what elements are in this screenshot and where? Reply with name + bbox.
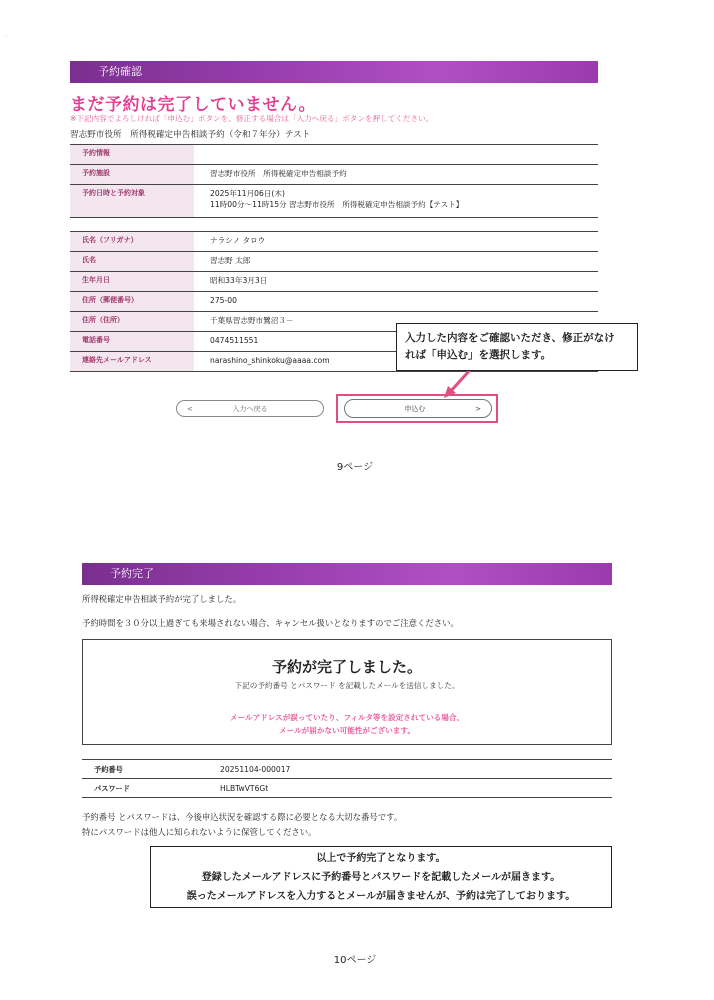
page-number-10: 10ページ	[333, 955, 377, 966]
scan-mark: ·	[2, 34, 12, 38]
row-value-name: 習志野 太郎	[210, 256, 251, 265]
table-row	[70, 145, 598, 165]
callout-text-line: 登録したメールアドレスに予約番号とパスワードを記載したメールが届きます。	[201, 872, 561, 883]
callout-text-line: 以上で予約完了となります。	[316, 853, 446, 864]
complete-header-bar	[82, 563, 612, 585]
completion-sub: 下記の予約番号 とパスワード を記載したメールを送信しました。	[234, 681, 460, 690]
row-value-birthdate: 昭和33年3月3日	[210, 276, 268, 285]
mail-warning-line: メールが届かない可能性がございます。	[279, 726, 415, 735]
row-value-reservation-number: 20251104-000017	[220, 765, 291, 774]
row-label-datetime: 予約日時と予約対象	[70, 185, 194, 217]
callout-arrow-icon	[440, 368, 480, 400]
row-label-info: 予約情報	[70, 145, 194, 164]
table-row	[82, 779, 612, 798]
row-label-birthdate: 生年月日	[70, 272, 194, 291]
callout-text-line: 誤ったメールアドレスを入力するとメールが届きませんが、予約は完了しております。	[186, 891, 576, 902]
row-label-furigana: 氏名（フリガナ）	[70, 232, 194, 251]
row-label-password: パスワード	[94, 784, 130, 793]
row-value-furigana: ナラシノ タロウ	[210, 236, 266, 245]
table-row	[70, 232, 598, 252]
row-value-password: HLBTwVT6Gt	[220, 784, 269, 793]
row-value-datetime	[194, 185, 598, 217]
apply-button[interactable]	[344, 399, 492, 418]
reservation-date: 2025年11月06日(木)	[210, 189, 285, 198]
row-label-phone: 電話番号	[70, 332, 194, 351]
complete-header-title: 予約完了	[110, 567, 154, 580]
row-value-postal: 275-00	[210, 296, 237, 305]
not-complete-heading: まだ予約は完了していません。	[70, 95, 317, 115]
complete-callout	[150, 846, 612, 908]
row-value-facility: 習志野市役所 所得税確定申告相談予約	[210, 169, 347, 178]
row-value-address: 千葉県習志野市鷺沼３－	[210, 316, 294, 325]
important-note: 予約番号 とパスワードは、今後申込状況を確認する際に必要となる大切な番号です。	[82, 812, 403, 822]
reservation-subtitle: 習志野市役所 所得税確定申告相談予約（令和７年分）テスト	[70, 130, 311, 140]
back-button-label: 入力へ戻る	[232, 404, 268, 413]
table-row	[70, 165, 598, 185]
chevron-left-icon: <	[187, 404, 193, 413]
table-row	[70, 252, 598, 272]
mail-warning-line: メールアドレスが誤っていたり、フィルタ等を設定されている場合、	[229, 713, 465, 722]
table-row	[70, 185, 598, 218]
apply-button-label: 申込む	[404, 404, 426, 413]
back-to-input-button[interactable]	[176, 400, 324, 417]
reservation-info-table	[82, 759, 612, 798]
password-note: 特にパスワードは他人に知られないように保管してください。	[82, 827, 317, 837]
confirm-header-title: 予約確認	[98, 65, 142, 78]
table-row	[70, 292, 598, 312]
confirm-header-bar	[70, 61, 598, 83]
completed-message: 所得税確定申告相談予約が完了しました。	[82, 594, 242, 604]
row-label-reservation-number: 予約番号	[94, 765, 123, 774]
completion-title: 予約が完了しました。	[271, 658, 422, 676]
mail-warning	[83, 711, 611, 737]
row-label-facility: 予約施設	[70, 165, 194, 184]
row-value-email: narashino_shinkoku@aaaa.com	[210, 356, 330, 365]
row-label-address: 住所（住所）	[70, 312, 194, 331]
completion-box	[82, 639, 612, 745]
reservation-time-target: 11時00分～11時15分 習志野市役所 所得税確定申告相談予約【テスト】	[210, 200, 464, 209]
table-gap-row	[70, 218, 598, 232]
row-label-postal: 住所（郵便番号）	[70, 292, 194, 311]
row-value-phone: 0474511551	[210, 336, 259, 345]
cancel-warning: 予約時間を３０分以上過ぎても来場されない場合、キャンセル扱いとなりますのでご注意ください。	[82, 618, 459, 628]
confirm-callout	[396, 323, 638, 371]
instruction-note: ※下記内容でよろしければ「申込む」ボタンを、修正する場合は「入力へ戻る」ボタンを押してください。	[70, 114, 434, 123]
table-row	[82, 760, 612, 779]
chevron-right-icon: >	[475, 404, 481, 413]
row-label-name: 氏名	[70, 252, 194, 271]
row-value	[194, 145, 598, 164]
row-label-email: 連絡先メールアドレス	[70, 352, 194, 371]
callout-text-line: れば「申込む」を選択します。	[405, 349, 552, 361]
table-row	[70, 272, 598, 292]
callout-text-line: 入力した内容をご確認いただき、修正がなけ	[405, 332, 615, 344]
page-number-9: 9ページ	[336, 462, 374, 473]
